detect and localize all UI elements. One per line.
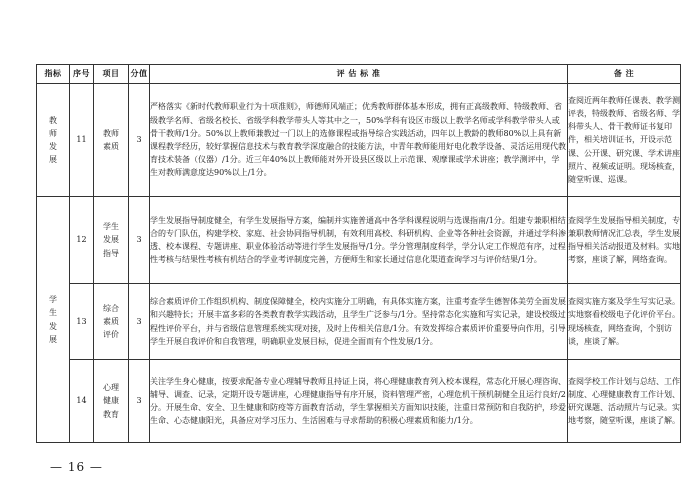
indicator-teacher-development: 教 师 发 展 xyxy=(37,84,70,197)
table-row xyxy=(37,197,681,284)
header-standard: 评 估 标 准 xyxy=(150,65,568,84)
row-score: 3 xyxy=(129,84,150,197)
row-item: 综合 素质 评价 xyxy=(94,284,129,360)
row-item: 教师 素质 xyxy=(94,84,129,197)
row-note: 查阅学生发展指导相关制度，专兼职教师情况汇总表，学生发展指导相关活动报道及材料。实地考察，座谈了解，网络查询。 xyxy=(568,197,681,284)
row-standard: 综合素质评价工作组织机构、制度保障健全，校内实施分工明确，有具体实施方案，注重考查学生德智体美劳全面发展和兴趣特长；开展丰富多彩的各类教育教学实践活动，且学生广泛参与/1分。坚持常态化实施和写实记录，建设校级过程性评价平台，并与省级信息管理系统实现对接，及时上传相关信息/1分。有效发挥综合素质评价重要导向作用，引导学生开展自我评价和自我管理，明确职业发展目标，促进全面而有个性发展/1分。 xyxy=(150,284,568,360)
row-standard: 学生发展指导制度健全，有学生发展指导方案，编制并实施普通高中各学科课程说明与选课指南/1分。组建专兼职相结合的专门队伍，构建学校、家庭、社会协同指导机制，有效利用高校、科研机构、企业等各种社会资源，并通过学科渗透、校本课程、专题讲座、职业体验活动等进行学生发展指导/1分。学分管理制度科学，学分认定工作规范有序，过程性考核与结果性考核有机结合的学业考评制度完善，方便师生和家长通过信息化渠道查询学习与评价结果/1分。 xyxy=(150,197,568,284)
row-score: 3 xyxy=(129,284,150,360)
table-header-row xyxy=(37,65,681,84)
row-score: 3 xyxy=(129,360,150,443)
row-seq: 12 xyxy=(70,197,94,284)
row-item: 学生 发展 指导 xyxy=(94,197,129,284)
row-note: 查阅学校工作计划与总结、工作制度、心理健康教育工作计划、研究课题、活动照片与记录。实地考察，随堂听课，座谈了解。 xyxy=(568,360,681,443)
row-seq: 13 xyxy=(70,284,94,360)
row-seq: 14 xyxy=(70,360,94,443)
row-score: 3 xyxy=(129,197,150,284)
header-note: 备 注 xyxy=(568,65,681,84)
header-seq: 序号 xyxy=(70,65,94,84)
evaluation-table xyxy=(36,64,681,443)
header-item: 项目 xyxy=(94,65,129,84)
table-row xyxy=(37,284,681,360)
header-score: 分值 xyxy=(129,65,150,84)
header-indicator: 指标 xyxy=(37,65,70,84)
row-standard: 关注学生身心健康，按要求配备专业心理辅导教师且持证上岗，将心理健康教育列入校本课程，常态化开展心理咨询、辅导、调查、记录，定期开设专题讲座，心理健康指导有序开展，资料管理严密，心理危机干预机制健全且运行良好/2分。开展生命、安全、卫生健康和防疫等方面教育活动，学生掌握相关方面知识技能，注重日常预防和自我防护，珍爱生命、心态健康阳光，具备应对学习压力、生活困难与寻求帮助的积极心理素质和能力/1分。 xyxy=(150,360,568,443)
table-row xyxy=(37,360,681,443)
row-item: 心理 健康 教育 xyxy=(94,360,129,443)
row-note: 查阅实施方案及学生写实记录。实地察看校级电子化评价平台。现场核查，网络查询，个别访谈，座谈了解。 xyxy=(568,284,681,360)
indicator-student-development: 学 生 发 展 xyxy=(37,197,70,443)
page-number: — 16 — xyxy=(50,460,103,474)
row-standard: 严格落实《新时代教师职业行为十项准则》，师德师风端正；优秀教师群体基本形成，拥有正高级教师、特级教师、省级教学名师、省级名校长、省级学科教学带头人等其中之一，50%学科有设区市级以上教学名师或学科教学带头人或骨干教师/1分。50%以上教师兼教过一门以上的选修课程或指导综合实践活动，四年以上教龄的教师80%以上具有新课程教学经历，较好掌握信息技术与教育教学深度融合的技能方法，中青年教师能用好电化教学设备、灵活运用现代教育技术装备（仪器）/1分。近三年40%以上教师能对外开设县区级以上示范课、观摩课或学术讲座；教学测评中，学生对教师满意度达90%以上/1分。 xyxy=(150,84,568,197)
row-note: 查阅近两年教师任课表、教学测评表，特级教师、省级名师、学科带头人、骨干教师证书复印件，相关培训证书，开设示范课、公开课、研究课、学术讲座照片、视频或证明。现场核查，随堂听课、巡课。 xyxy=(568,84,681,197)
row-seq: 11 xyxy=(70,84,94,197)
table-row xyxy=(37,84,681,197)
